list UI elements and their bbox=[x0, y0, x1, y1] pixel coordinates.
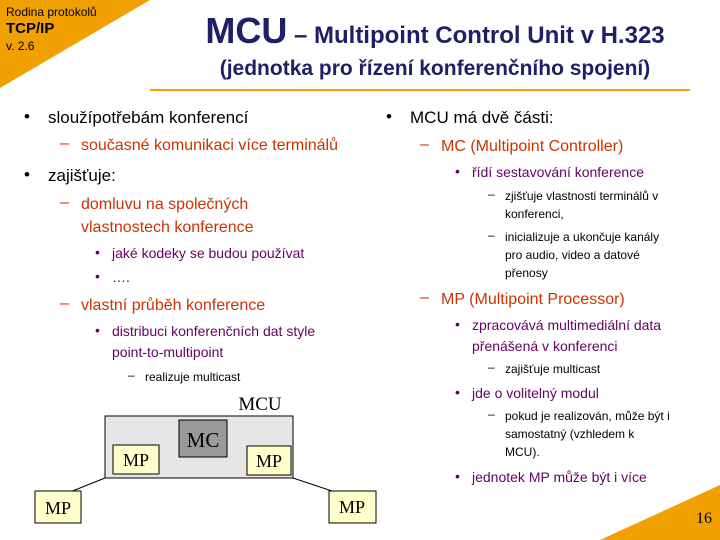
right-mc-sub2-line3: přenosy bbox=[505, 266, 548, 280]
bullet-marker: • bbox=[24, 165, 30, 184]
right-mc-sub1-line2: konferenci, bbox=[505, 207, 564, 221]
title-rest: – Multipoint Control Unit v H.323 bbox=[287, 22, 665, 49]
bullet-marker: • bbox=[455, 384, 460, 400]
right-mp-item1-line1: zpracovává multimediální data bbox=[472, 317, 662, 333]
left-bullet-2-sub2: vlastní průběh konference bbox=[81, 297, 266, 314]
dash-marker: – bbox=[488, 407, 495, 421]
right-mc-sub2-line1: inicializuje a ukončuje kanály bbox=[505, 230, 660, 244]
right-mc: MC (Multipoint Controller) bbox=[441, 138, 624, 155]
bullet-marker: • bbox=[455, 163, 460, 179]
left-sub1-item2: …. bbox=[112, 269, 130, 285]
slide-subtitle: (jednotka pro řízení konferenčního spojení) bbox=[219, 57, 651, 80]
right-mp-item3: jednotek MP může být i více bbox=[472, 469, 647, 485]
left-sub2-item1-line2: point-to-multipoint bbox=[112, 344, 224, 360]
right-mp-item2-sub-line1: pokud je realizován, může být i bbox=[505, 409, 670, 423]
right-mp-item1-line2: přenášená v konferenci bbox=[472, 338, 618, 354]
dash-marker: – bbox=[488, 228, 495, 242]
mcu-diagram bbox=[30, 392, 380, 532]
mp-label: MP bbox=[44, 498, 72, 518]
bullet-marker: • bbox=[386, 107, 392, 126]
dash-marker: – bbox=[60, 194, 69, 211]
left-bullet-2-sub1-line1: domluvu na společných bbox=[81, 196, 249, 213]
bullet-marker: • bbox=[455, 468, 460, 484]
right-mp: MP (Multipoint Processor) bbox=[441, 291, 625, 308]
right-mp-item2-sub-line3: MCU). bbox=[505, 445, 540, 459]
dash-marker: – bbox=[488, 187, 495, 201]
bullet-marker: • bbox=[455, 316, 460, 332]
bullet-marker: • bbox=[95, 268, 100, 284]
right-mc-item: řídí sestavování konference bbox=[472, 164, 644, 180]
title-underline bbox=[150, 89, 690, 91]
page-number: 16 bbox=[696, 510, 712, 527]
dash-marker: – bbox=[60, 295, 69, 312]
right-mc-sub2-line2: pro audio, video a datové bbox=[505, 248, 640, 262]
right-mp-item2: jde o volitelný modul bbox=[472, 385, 599, 401]
dash-marker: – bbox=[60, 135, 69, 152]
left-bullet-1: sloužípotřebám konferencí bbox=[48, 108, 249, 127]
bullet-marker: • bbox=[95, 244, 100, 260]
left-bullet-1-sub: současné komunikaci více terminálů bbox=[81, 137, 339, 154]
dash-marker: – bbox=[488, 360, 495, 374]
course-version: v. 2.6 bbox=[6, 39, 35, 53]
left-sub1-item1: jaké kodeky se budou používat bbox=[112, 245, 305, 261]
right-mc-sub1-line1: zjišťuje vlastnosti terminálů v bbox=[505, 189, 659, 203]
left-bullet-2: zajišťuje: bbox=[48, 166, 116, 185]
title-acronym: MCU bbox=[205, 10, 288, 51]
right-mp-item2-sub-line2: samostatný (vzhledem k bbox=[505, 427, 635, 441]
mp-label: MP bbox=[255, 451, 283, 471]
bullet-marker: • bbox=[95, 322, 100, 338]
connector-line bbox=[293, 478, 335, 492]
course-title: TCP/IP bbox=[6, 20, 55, 37]
right-mp-item1-sub: zajišťuje multicast bbox=[505, 362, 601, 376]
left-bullet-2-sub1-line2: vlastnostech konference bbox=[81, 219, 254, 236]
mcu-label: MCU bbox=[238, 394, 282, 415]
right-bullet-1: MCU má dvě části: bbox=[410, 108, 554, 127]
dash-marker: – bbox=[128, 368, 135, 382]
mp-label: MP bbox=[122, 450, 150, 470]
course-name: Rodina protokolů bbox=[6, 5, 97, 19]
slide-title bbox=[150, 10, 720, 52]
left-sub2-item1-line1: distribuci konferenčních dat style bbox=[112, 323, 316, 339]
left-sub2-item1-sub: realizuje multicast bbox=[145, 370, 241, 384]
dash-marker: – bbox=[420, 289, 429, 306]
connector-line bbox=[70, 478, 105, 492]
dash-marker: – bbox=[420, 136, 429, 153]
mc-label: MC bbox=[186, 428, 220, 452]
mp-label: MP bbox=[338, 497, 366, 517]
bullet-marker: • bbox=[24, 107, 30, 126]
